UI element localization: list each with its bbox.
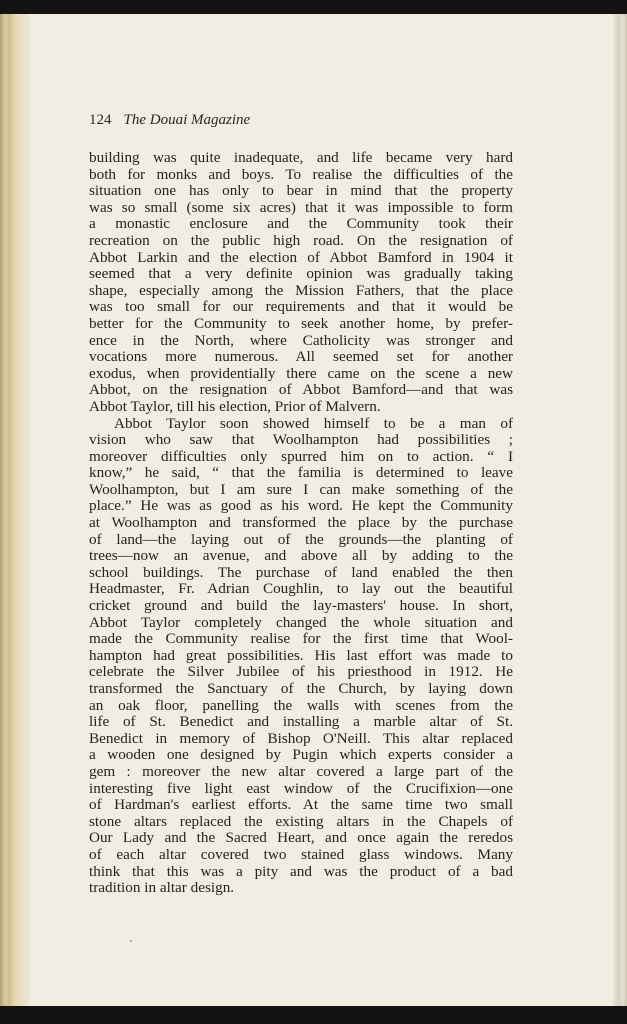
text-line: seemed that a very definite opinion was gradually taking: [89, 266, 513, 283]
text-line: life of St. Benedict and installing a marble altar of St.: [89, 714, 513, 731]
text-line: transformed the Sanctuary of the Church, by laying down: [89, 681, 513, 697]
page-number: 124: [89, 112, 112, 128]
paragraph-first-line: Abbot Taylor soon showed himself to be a man of: [114, 415, 513, 432]
facing-page-edge: [613, 14, 627, 1006]
text-line: place.” He was as good as his word. He kept the Community: [89, 498, 513, 515]
paragraph-last-line: tradition in altar design.: [89, 880, 235, 897]
text-line: Woolhampton, but I am sure I can make something of the: [89, 481, 513, 498]
text-line: of each altar covered two stained glass windows. Many: [89, 846, 513, 863]
text-line: situation one has only to bear in mind that the property: [89, 183, 513, 200]
text-line: exodus, when providentially there came on the scene a new: [89, 365, 513, 382]
text-line: was too small for our requirements and that it would be: [89, 299, 513, 316]
paper-speck: [130, 940, 132, 942]
text-line: of land—the laying out of the grounds—the planting of: [89, 531, 513, 548]
text-line: better for the Community to seek another home, by prefer-: [89, 315, 513, 332]
text-line: stone altars replaced the existing altars in the Chapels of: [89, 813, 513, 830]
text-line: vocations more numerous. All seemed set for another: [89, 349, 513, 366]
text-line: shape, especially among the Mission Fathers, that the place: [89, 282, 513, 299]
text-line: Abbot Taylor completely changed the whole situation and: [89, 614, 513, 631]
text-line: school buildings. The purchase of land enabled the then: [89, 564, 513, 581]
text-line: know,” he said, “ that the familia is determined to leave: [89, 465, 513, 482]
text-line: moreover difficulties only spurred him on to action. “ I: [89, 448, 513, 465]
text-line: trees—now an avenue, and above all by adding to the: [89, 548, 513, 565]
text-line: building was quite inadequate, and life became very hard: [89, 150, 513, 166]
text-line: vision who saw that Woolhampton had possibilities ;: [89, 432, 513, 449]
text-line: a wooden one designed by Pugin which experts consider a: [89, 747, 513, 764]
body-text: [89, 150, 513, 897]
text-line: think that this was a pity and was the product of a bad: [89, 863, 513, 880]
text-line: an oak floor, panelling the walls with scenes from the: [89, 697, 513, 714]
text-line: Abbot Larkin and the election of Abbot Bamford in 1904 it: [89, 249, 513, 266]
text-line: made the Community realise for the first time that Wool-: [89, 631, 513, 648]
text-line: a monastic enclosure and the Community took their: [89, 216, 513, 233]
text-line: at Woolhampton and transformed the place by the purchase: [89, 515, 513, 532]
text-line: ence in the North, where Catholicity was stronger and: [89, 332, 513, 349]
text-line: hampton had great possibilities. His last effort was made to: [89, 647, 513, 664]
text-line: Abbot, on the resignation of Abbot Bamford—and that was: [89, 382, 513, 399]
text-line: of Hardman's earliest efforts. At the same time two small: [89, 797, 513, 814]
text-line: was so small (some six acres) that it was impossible to form: [89, 199, 513, 216]
paragraph-last-line: Abbot Taylor, till his election, Prior of Malvern.: [89, 398, 381, 415]
text-line: celebrate the Silver Jubilee of his priesthood in 1912. He: [89, 664, 513, 681]
running-head: [89, 112, 250, 129]
text-line: both for monks and boys. To realise the difficulties of the: [89, 166, 513, 183]
text-line: gem : moreover the new altar covered a large part of the: [89, 763, 513, 780]
text-line: Our Lady and the Sacred Heart, and once again the reredos: [89, 830, 513, 847]
running-head-title: The Douai Magazine: [123, 112, 251, 128]
text-line: cricket ground and build the lay-masters' house. In short,: [89, 598, 513, 615]
scan-bottom-border: [0, 1006, 627, 1024]
text-line: Benedict in memory of Bishop O'Neill. This altar replaced: [89, 730, 513, 747]
text-line: recreation on the public high road. On the resignation of: [89, 232, 513, 249]
text-line: Headmaster, Fr. Adrian Coughlin, to lay out the beautiful: [89, 581, 513, 598]
text-line: interesting five light east window of the Crucifixion—one: [89, 780, 513, 797]
